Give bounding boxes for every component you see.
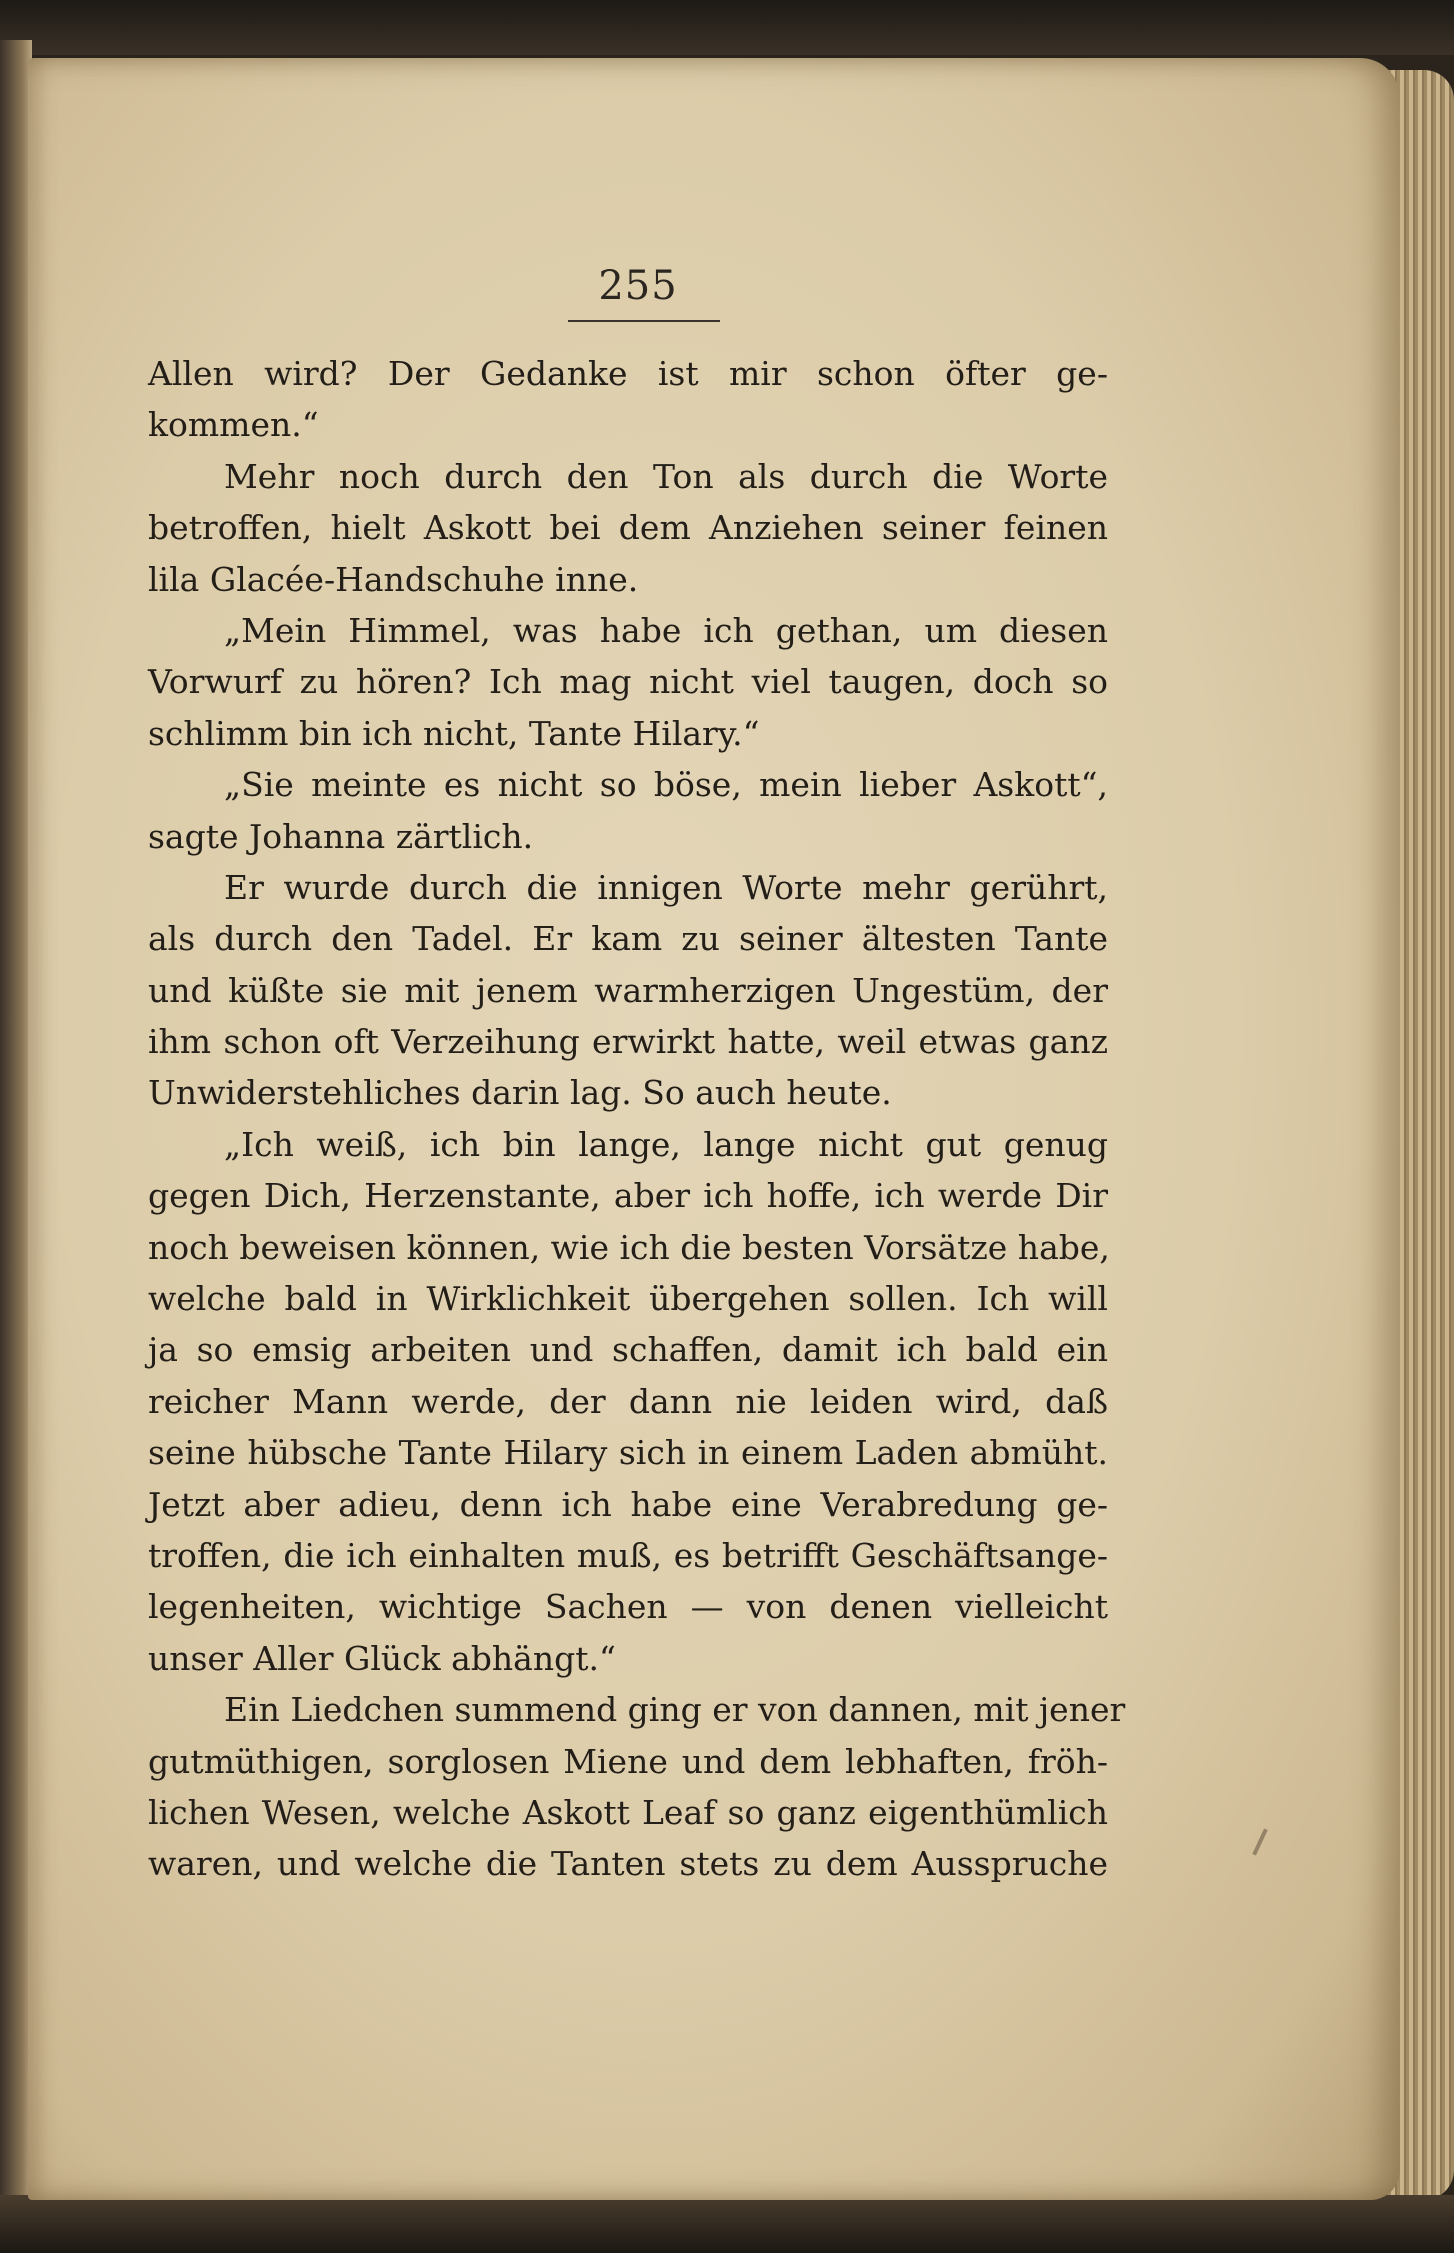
text-line: Vorwurf zu hören? Ich mag nicht viel taugen, doch so [148,662,1108,702]
text-line: welche bald in Wirklichkeit übergehen sollen. Ich will [148,1279,1108,1319]
text-line: „Sie meinte es nicht so böse, mein lieber Askott“, [224,765,1108,805]
text-line: gutmüthigen, sorglosen Miene und dem lebhaften, fröh- [148,1741,1108,1781]
book-page [28,58,1400,2200]
text-line: lichen Wesen, welche Askott Leaf so ganz eigenthümlich [148,1792,1108,1832]
text-line: Er wurde durch die innigen Worte mehr gerührt, [224,867,1108,907]
text-line: Mehr noch durch den Ton als durch die Worte [224,456,1108,496]
text-line: „Mein Himmel, was habe ich gethan, um diesen [224,610,1108,650]
text-line: seine hübsche Tante Hilary sich in einem Laden abmüht. [148,1433,1108,1473]
text-line: noch beweisen können, wie ich die besten Vorsätze habe, [148,1227,1110,1267]
text-line: ja so emsig arbeiten und schaffen, damit ich bald ein [148,1330,1108,1370]
body-text [148,348,1126,1890]
text-line: waren, und welche die Tanten stets zu dem Ausspruche [148,1844,1108,1884]
page-number-rule [568,320,720,322]
book-top-edge [0,0,1454,55]
text-line: Ein Liedchen summend ging er von dannen, mit jener [224,1690,1126,1730]
text-line: und küßte sie mit jenem warmherzigen Ungestüm, der [148,970,1108,1010]
text-line: Jetzt aber adieu, denn ich habe eine Verabredung ge- [148,1484,1108,1524]
text-line: unser Aller Glück abhängt.“ [148,1638,616,1678]
text-line: sagte Johanna zärtlich. [148,816,534,856]
text-line: reicher Mann werde, der dann nie leiden wird, daß [148,1381,1108,1421]
text-line: gegen Dich, Herzenstante, aber ich hoffe, ich werde Dir [148,1176,1108,1216]
text-line: troffen, die ich einhalten muß, es betrifft Geschäftsange- [148,1535,1108,1575]
text-line: als durch den Tadel. Er kam zu seiner ältesten Tante [148,919,1108,959]
text-line: lila Glacée-Handschuhe inne. [148,559,639,599]
text-line: Allen wird? Der Gedanke ist mir schon öfter ge- [148,354,1108,393]
text-line: ihm schon oft Verzeihung erwirkt hatte, weil etwas ganz [148,1022,1108,1062]
text-line: „Ich weiß, ich bin lange, lange nicht gut genug [224,1124,1108,1164]
ink-smudge [1252,1828,1267,1855]
book-bottom-edge [0,2195,1454,2253]
text-line: betroffen, hielt Askott bei dem Anziehen seiner feinen [148,508,1108,548]
page-number: 255 [598,263,678,309]
text-line: Unwiderstehliches darin lag. So auch heute. [148,1073,892,1113]
text-line: schlimm bin ich nicht, Tante Hilary.“ [148,713,760,753]
text-line: legenheiten, wichtige Sachen — von denen vielleicht [148,1587,1108,1627]
text-line: kommen.“ [148,405,319,445]
